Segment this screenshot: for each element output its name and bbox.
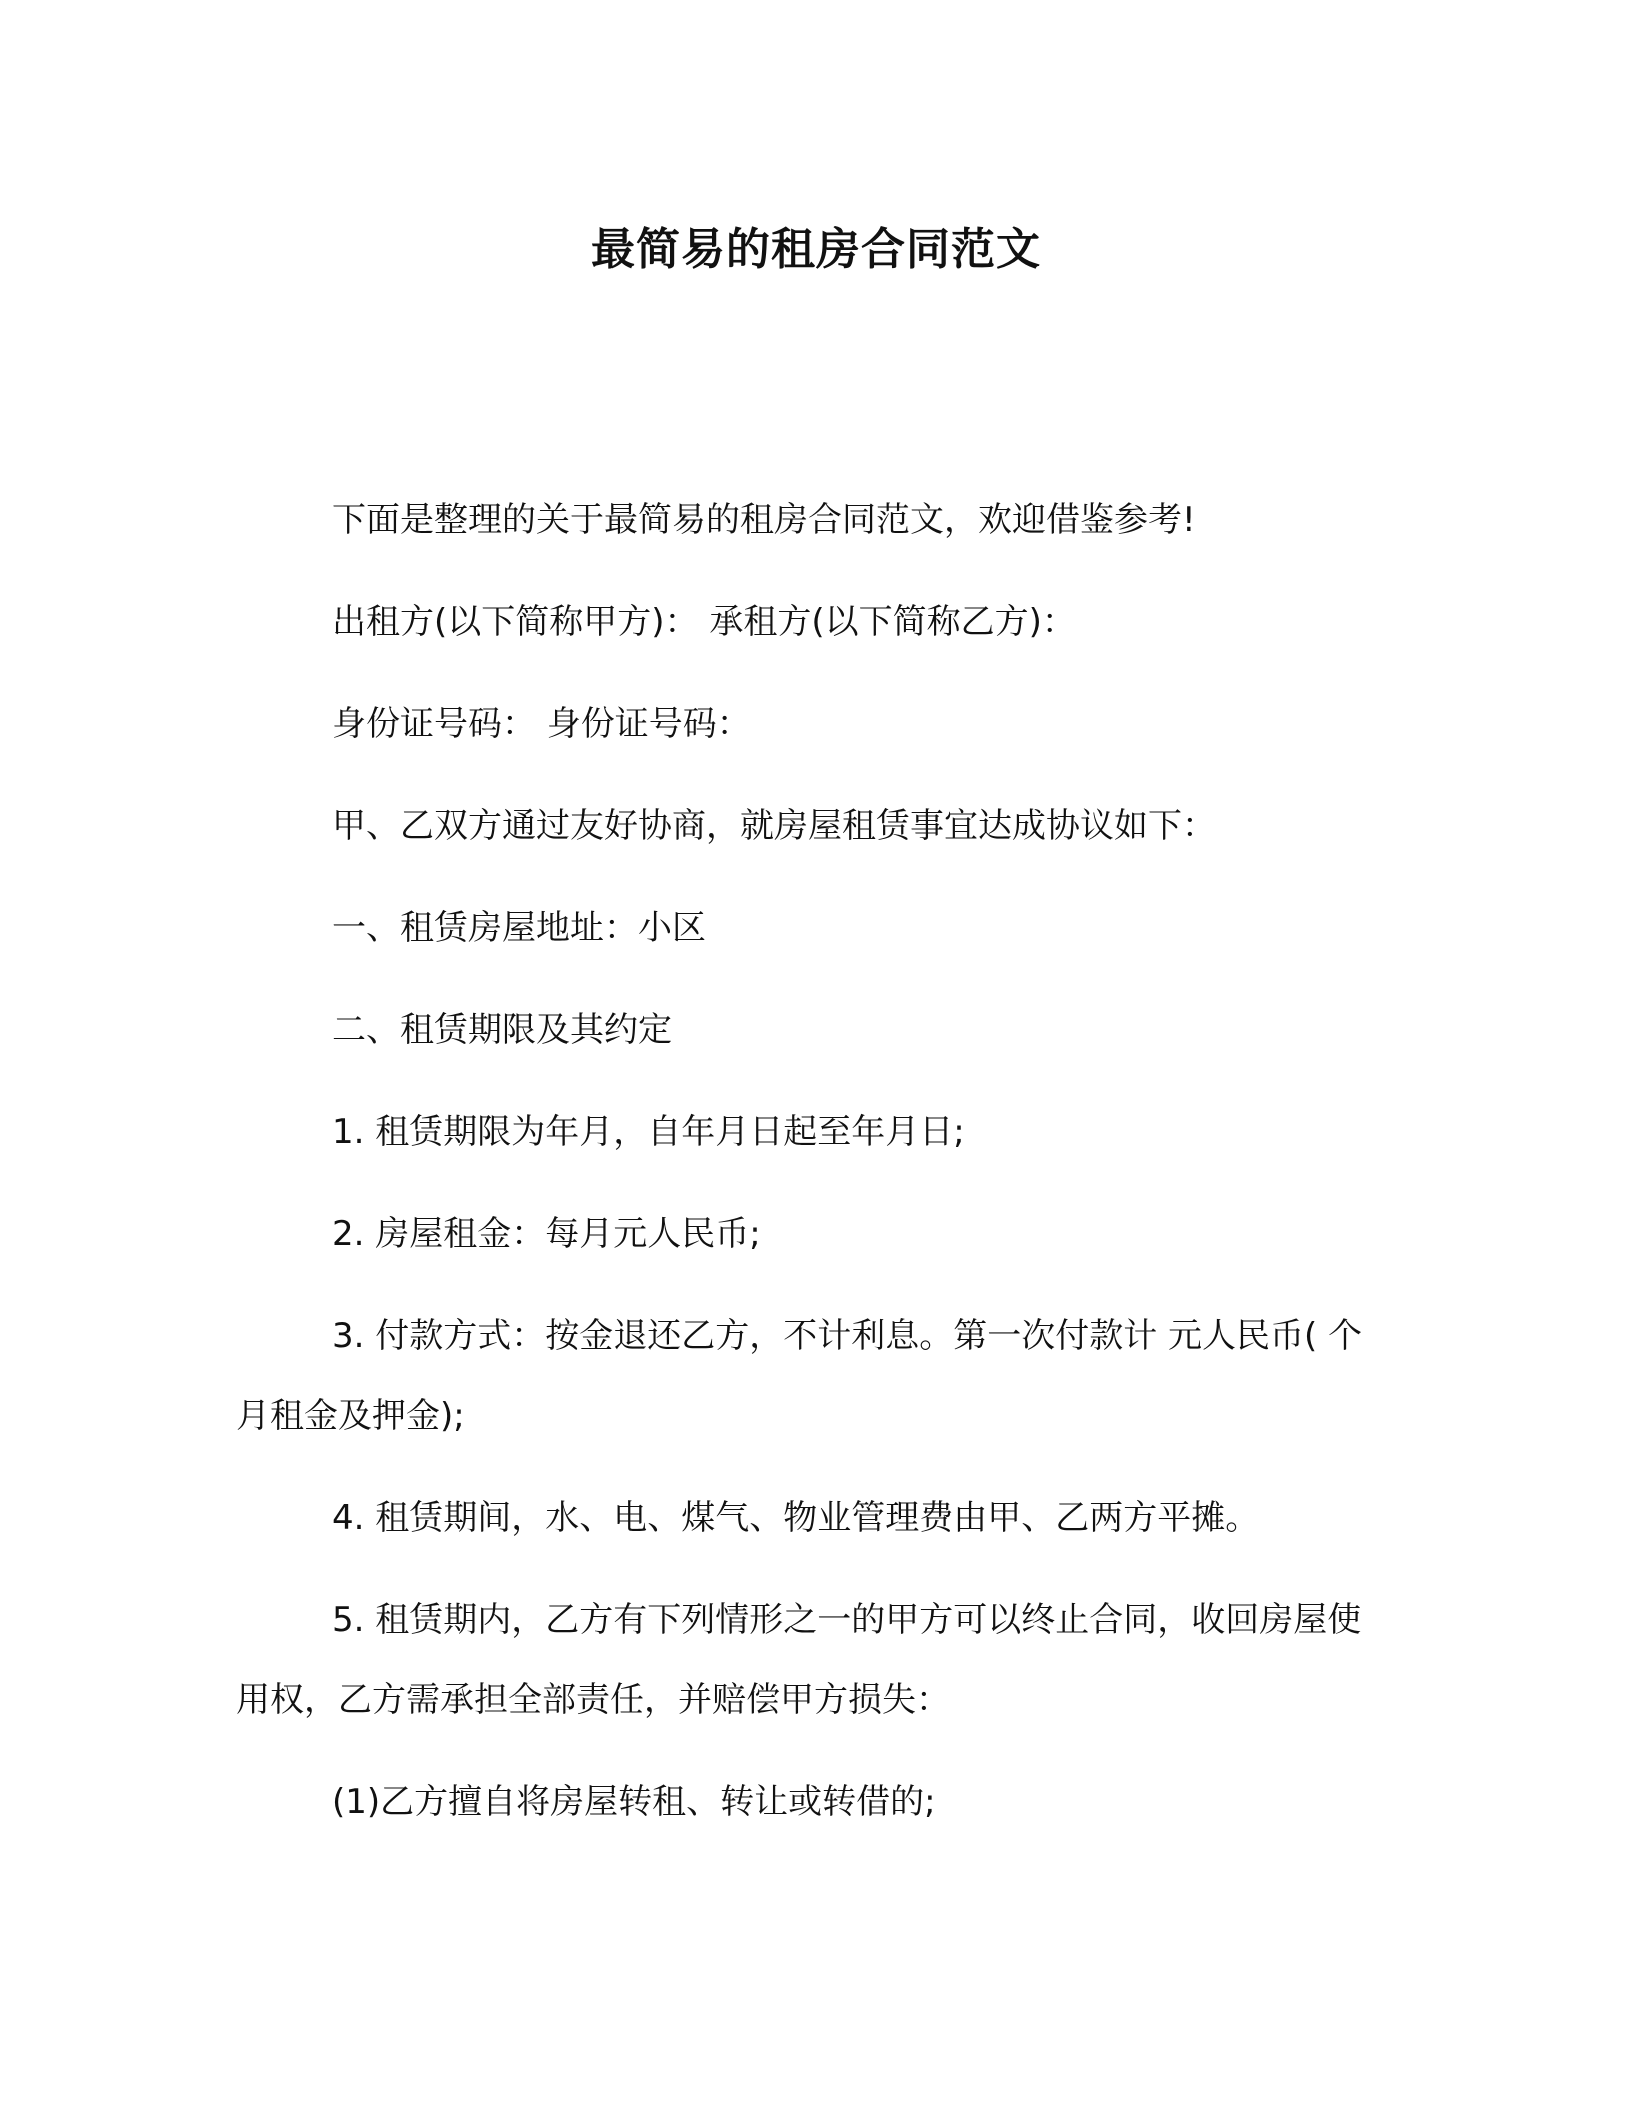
paragraph-section-1: 一、租赁房屋地址：小区 (332, 908, 706, 948)
paragraph-parties: 出租方(以下简称甲方)： 承租方(以下简称乙方)： (332, 602, 1076, 642)
paragraph-item-1: 1. 租赁期限为年月，自年月日起至年月日; (332, 1112, 965, 1152)
paragraph-intro: 下面是整理的关于最简易的租房合同范文，欢迎借鉴参考! (332, 500, 1196, 540)
paragraph-item-4: 4. 租赁期间，水、电、煤气、物业管理费由甲、乙两方平摊。 (332, 1498, 1260, 1538)
paragraph-item-5: 5. 租赁期内，乙方有下列情形之一的甲方可以终止合同，收回房屋使用权，乙方需承担全部责任，并赔偿甲方损失： (236, 1600, 1362, 1720)
paragraph-item-2: 2. 房屋租金：每月元人民币; (332, 1214, 761, 1254)
paragraph-section-2: 二、租赁期限及其约定 (332, 1010, 672, 1050)
document-title: 最简易的租房合同范文 (591, 224, 1041, 275)
paragraph-item-3: 3. 付款方式：按金退还乙方，不计利息。第一次付款计 元人民币( 个月租金及押金); (236, 1316, 1363, 1436)
paragraph-id-numbers: 身份证号码： 身份证号码： (332, 704, 751, 744)
paragraph-item-5-1: (1)乙方擅自将房屋转租、转让或转借的; (332, 1782, 936, 1822)
paragraph-agreement: 甲、乙双方通过友好协商，就房屋租赁事宜达成协议如下： (332, 806, 1216, 846)
